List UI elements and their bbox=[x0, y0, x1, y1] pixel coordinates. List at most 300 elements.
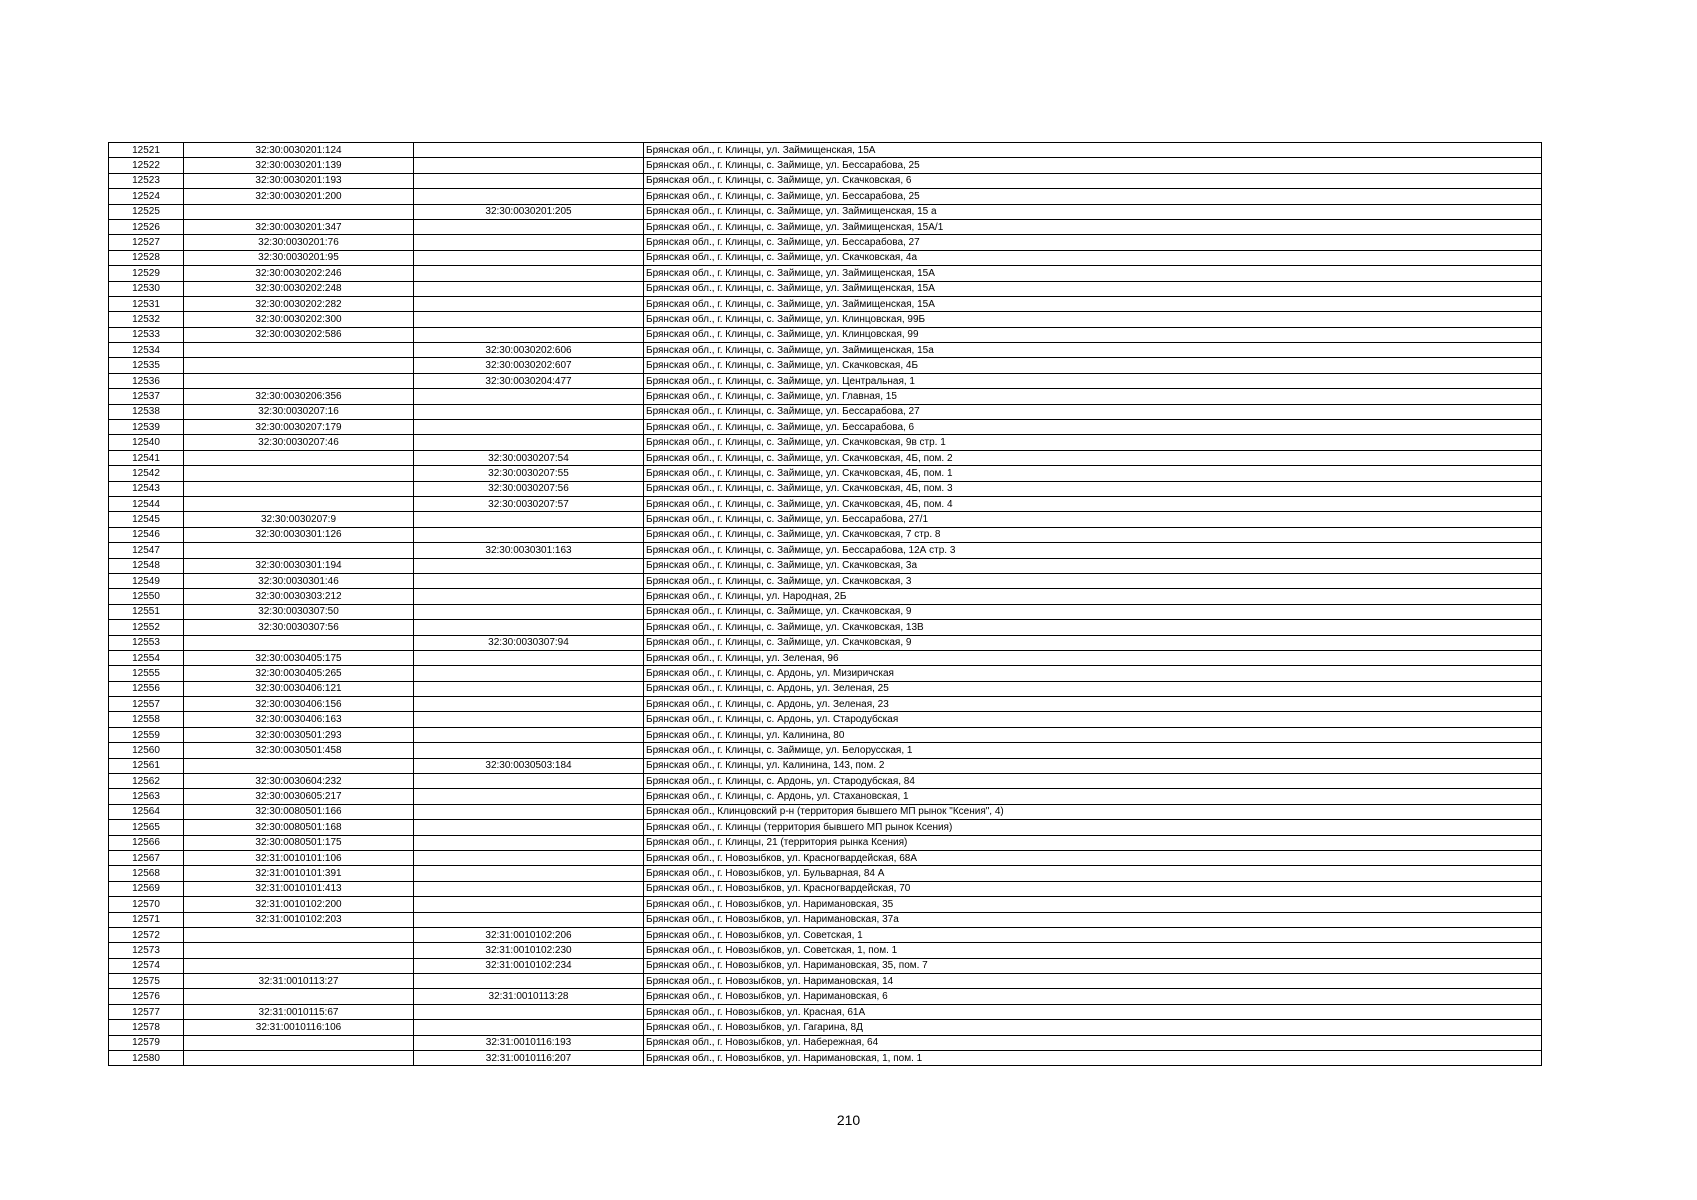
row-number-cell: 12524 bbox=[109, 189, 184, 204]
cadastral-number-cell: 32:30:0030405:265 bbox=[184, 666, 414, 681]
cadastral-number-cell bbox=[184, 466, 414, 481]
cadastral-number-alt-cell bbox=[414, 897, 644, 912]
cadastral-number-alt-cell: 32:30:0030202:606 bbox=[414, 343, 644, 358]
cadastral-number-alt-cell: 32:31:0010102:234 bbox=[414, 958, 644, 973]
cadastral-number-alt-cell: 32:30:0030307:94 bbox=[414, 635, 644, 650]
row-number-cell: 12550 bbox=[109, 589, 184, 604]
table-row bbox=[109, 389, 1542, 404]
table-row bbox=[109, 250, 1542, 265]
table-row bbox=[109, 1004, 1542, 1019]
row-number-cell: 12543 bbox=[109, 481, 184, 496]
address-cell: Брянская обл., г. Новозыбков, ул. Наримановская, 37а bbox=[644, 912, 1542, 927]
address-cell: Брянская обл., г. Клинцы, с. Займище, ул. Скачковская, 4а bbox=[644, 250, 1542, 265]
table-row bbox=[109, 1035, 1542, 1050]
address-cell: Брянская обл., г. Новозыбков, ул. Наримановская, 14 bbox=[644, 974, 1542, 989]
row-number-cell: 12571 bbox=[109, 912, 184, 927]
address-cell: Брянская обл., г. Клинцы, с. Займище, ул. Главная, 15 bbox=[644, 389, 1542, 404]
row-number-cell: 12540 bbox=[109, 435, 184, 450]
cadastral-number-cell: 32:30:0030202:300 bbox=[184, 312, 414, 327]
table-row bbox=[109, 235, 1542, 250]
row-number-cell: 12536 bbox=[109, 373, 184, 388]
cadastral-number-alt-cell bbox=[414, 189, 644, 204]
address-cell: Брянская обл., г. Клинцы, с. Займище, ул. Скачковская, 7 стр. 8 bbox=[644, 527, 1542, 542]
cadastral-number-alt-cell bbox=[414, 420, 644, 435]
table-row bbox=[109, 989, 1542, 1004]
cadastral-number-cell: 32:31:0010113:27 bbox=[184, 974, 414, 989]
table-row bbox=[109, 373, 1542, 388]
cadastral-number-alt-cell bbox=[414, 1004, 644, 1019]
row-number-cell: 12546 bbox=[109, 527, 184, 542]
address-cell: Брянская обл., г. Клинцы, с. Займище, ул. Займищенская, 15А bbox=[644, 281, 1542, 296]
address-cell: Брянская обл., г. Клинцы, с. Займище, ул. Скачковская, 4Б, пом. 4 bbox=[644, 496, 1542, 511]
address-cell: Брянская обл., г. Клинцы, с. Ардонь, ул. Стахановская, 1 bbox=[644, 789, 1542, 804]
table-row bbox=[109, 527, 1542, 542]
cadastral-number-alt-cell bbox=[414, 573, 644, 588]
cadastral-number-alt-cell bbox=[414, 404, 644, 419]
row-number-cell: 12523 bbox=[109, 173, 184, 188]
address-cell: Брянская обл., г. Клинцы, 21 (территория рынка Ксения) bbox=[644, 835, 1542, 850]
cadastral-number-cell: 32:30:0030201:95 bbox=[184, 250, 414, 265]
cadastral-number-cell: 32:30:0030501:458 bbox=[184, 743, 414, 758]
row-number-cell: 12560 bbox=[109, 743, 184, 758]
cadastral-number-cell: 32:30:0080501:168 bbox=[184, 820, 414, 835]
cadastral-number-cell bbox=[184, 373, 414, 388]
cadastral-number-cell: 32:30:0030406:163 bbox=[184, 712, 414, 727]
cadastral-number-cell bbox=[184, 1051, 414, 1066]
row-number-cell: 12527 bbox=[109, 235, 184, 250]
cadastral-number-cell: 32:30:0030301:126 bbox=[184, 527, 414, 542]
row-number-cell: 12578 bbox=[109, 1020, 184, 1035]
table-row bbox=[109, 1051, 1542, 1066]
cadastral-number-alt-cell bbox=[414, 219, 644, 234]
cadastral-number-alt-cell: 32:31:0010102:230 bbox=[414, 943, 644, 958]
row-number-cell: 12561 bbox=[109, 758, 184, 773]
row-number-cell: 12525 bbox=[109, 204, 184, 219]
cadastral-number-cell: 32:31:0010102:203 bbox=[184, 912, 414, 927]
row-number-cell: 12531 bbox=[109, 296, 184, 311]
cadastral-number-cell: 32:31:0010101:413 bbox=[184, 881, 414, 896]
table-row bbox=[109, 266, 1542, 281]
table-row bbox=[109, 927, 1542, 942]
cadastral-number-alt-cell bbox=[414, 512, 644, 527]
address-cell: Брянская обл., г. Новозыбков, ул. Красная, 61А bbox=[644, 1004, 1542, 1019]
row-number-cell: 12532 bbox=[109, 312, 184, 327]
address-cell: Брянская обл., г. Клинцы, с. Займище, ул. Бессарабова, 27/1 bbox=[644, 512, 1542, 527]
address-cell: Брянская обл., г. Клинцы, ул. Народная, 2Б bbox=[644, 589, 1542, 604]
table-row bbox=[109, 974, 1542, 989]
table-row bbox=[109, 743, 1542, 758]
table-row bbox=[109, 543, 1542, 558]
cadastral-number-cell bbox=[184, 496, 414, 511]
row-number-cell: 12575 bbox=[109, 974, 184, 989]
cadastral-number-alt-cell bbox=[414, 866, 644, 881]
table-row bbox=[109, 189, 1542, 204]
address-cell: Брянская обл., г. Клинцы, с. Займище, ул. Бессарабова, 27 bbox=[644, 404, 1542, 419]
cadastral-number-cell: 32:30:0030202:248 bbox=[184, 281, 414, 296]
row-number-cell: 12580 bbox=[109, 1051, 184, 1066]
cadastral-number-cell: 32:30:0030501:293 bbox=[184, 727, 414, 742]
address-cell: Брянская обл., г. Клинцы, с. Займище, ул. Скачковская, 9 bbox=[644, 635, 1542, 650]
table-row bbox=[109, 912, 1542, 927]
row-number-cell: 12547 bbox=[109, 543, 184, 558]
row-number-cell: 12537 bbox=[109, 389, 184, 404]
cadastral-number-cell: 32:30:0030406:121 bbox=[184, 681, 414, 696]
cadastral-number-cell: 32:30:0030201:200 bbox=[184, 189, 414, 204]
table-row bbox=[109, 296, 1542, 311]
cadastral-number-alt-cell bbox=[414, 327, 644, 342]
cadastral-number-alt-cell: 32:30:0030301:163 bbox=[414, 543, 644, 558]
row-number-cell: 12566 bbox=[109, 835, 184, 850]
cadastral-number-alt-cell bbox=[414, 1020, 644, 1035]
table-row bbox=[109, 1020, 1542, 1035]
cadastral-number-cell: 32:30:0030301:46 bbox=[184, 573, 414, 588]
table-row bbox=[109, 450, 1542, 465]
cadastral-number-alt-cell bbox=[414, 727, 644, 742]
table-row bbox=[109, 573, 1542, 588]
cadastral-number-alt-cell bbox=[414, 974, 644, 989]
cadastral-number-alt-cell bbox=[414, 835, 644, 850]
cadastral-number-cell: 32:30:0030207:16 bbox=[184, 404, 414, 419]
cadastral-number-cell: 32:30:0030201:347 bbox=[184, 219, 414, 234]
row-number-cell: 12522 bbox=[109, 158, 184, 173]
cadastral-number-cell bbox=[184, 543, 414, 558]
row-number-cell: 12557 bbox=[109, 697, 184, 712]
table-row bbox=[109, 666, 1542, 681]
table-row bbox=[109, 958, 1542, 973]
address-cell: Брянская обл., г. Клинцы, с. Займище, ул. Скачковская, 4Б, пом. 3 bbox=[644, 481, 1542, 496]
table-row bbox=[109, 620, 1542, 635]
address-cell: Брянская обл., г. Клинцы, с. Займище, ул. Скачковская, 4Б bbox=[644, 358, 1542, 373]
cadastral-number-alt-cell bbox=[414, 650, 644, 665]
row-number-cell: 12526 bbox=[109, 219, 184, 234]
address-cell: Брянская обл., г. Клинцы, с. Займище, ул. Скачковская, 9 bbox=[644, 604, 1542, 619]
row-number-cell: 12529 bbox=[109, 266, 184, 281]
cadastral-number-cell: 32:30:0030201:193 bbox=[184, 173, 414, 188]
row-number-cell: 12538 bbox=[109, 404, 184, 419]
cadastral-number-cell: 32:31:0010116:106 bbox=[184, 1020, 414, 1035]
row-number-cell: 12558 bbox=[109, 712, 184, 727]
table-body bbox=[109, 143, 1542, 1066]
cadastral-number-alt-cell bbox=[414, 527, 644, 542]
row-number-cell: 12539 bbox=[109, 420, 184, 435]
cadastral-number-alt-cell bbox=[414, 281, 644, 296]
cadastral-number-cell: 32:31:0010101:391 bbox=[184, 866, 414, 881]
table-row bbox=[109, 143, 1542, 158]
cadastral-number-cell bbox=[184, 1035, 414, 1050]
cadastral-number-cell bbox=[184, 343, 414, 358]
cadastral-number-alt-cell: 32:30:0030201:205 bbox=[414, 204, 644, 219]
row-number-cell: 12548 bbox=[109, 558, 184, 573]
page-number: 210 bbox=[836, 1112, 861, 1128]
cadastral-number-cell: 32:30:0030202:282 bbox=[184, 296, 414, 311]
cadastral-number-alt-cell bbox=[414, 712, 644, 727]
address-cell: Брянская обл., г. Клинцы, с. Займище, ул. Займищенская, 15а bbox=[644, 343, 1542, 358]
table-row bbox=[109, 604, 1542, 619]
cadastral-number-alt-cell bbox=[414, 250, 644, 265]
cadastral-number-alt-cell: 32:30:0030202:607 bbox=[414, 358, 644, 373]
cadastral-number-alt-cell bbox=[414, 158, 644, 173]
address-cell: Брянская обл., г. Клинцы, с. Займище, ул. Центральная, 1 bbox=[644, 373, 1542, 388]
row-number-cell: 12573 bbox=[109, 943, 184, 958]
cadastral-number-cell: 32:30:0030201:139 bbox=[184, 158, 414, 173]
table-row bbox=[109, 312, 1542, 327]
row-number-cell: 12569 bbox=[109, 881, 184, 896]
cadastral-number-alt-cell: 32:30:0030207:57 bbox=[414, 496, 644, 511]
cadastral-number-cell bbox=[184, 358, 414, 373]
address-cell: Брянская обл., г. Клинцы, с. Займище, ул. Займищенская, 15А bbox=[644, 296, 1542, 311]
cadastral-number-alt-cell bbox=[414, 697, 644, 712]
row-number-cell: 12563 bbox=[109, 789, 184, 804]
table-row bbox=[109, 466, 1542, 481]
row-number-cell: 12545 bbox=[109, 512, 184, 527]
row-number-cell: 12549 bbox=[109, 573, 184, 588]
address-cell: Брянская обл., г. Клинцы, с. Займище, ул. Бессарабова, 25 bbox=[644, 158, 1542, 173]
cadastral-number-alt-cell bbox=[414, 912, 644, 927]
address-cell: Брянская обл., г. Новозыбков, ул. Красногвардейская, 68А bbox=[644, 850, 1542, 865]
cadastral-number-alt-cell bbox=[414, 296, 644, 311]
row-number-cell: 12579 bbox=[109, 1035, 184, 1050]
cadastral-number-alt-cell: 32:30:0030207:54 bbox=[414, 450, 644, 465]
address-cell: Брянская обл., г. Новозыбков, ул. Гагарина, 8Д bbox=[644, 1020, 1542, 1035]
address-cell: Брянская обл., г. Клинцы, с. Займище, ул. Бессарабова, 27 bbox=[644, 235, 1542, 250]
row-number-cell: 12535 bbox=[109, 358, 184, 373]
table-row bbox=[109, 404, 1542, 419]
address-cell: Брянская обл., г. Клинцы, ул. Калинина, 143, пом. 2 bbox=[644, 758, 1542, 773]
cadastral-number-cell: 32:30:0030201:124 bbox=[184, 143, 414, 158]
cadastral-number-alt-cell bbox=[414, 620, 644, 635]
cadastral-number-cell: 32:30:0030406:156 bbox=[184, 697, 414, 712]
cadastral-number-cell bbox=[184, 481, 414, 496]
table-row bbox=[109, 758, 1542, 773]
cadastral-number-alt-cell: 32:31:0010116:193 bbox=[414, 1035, 644, 1050]
cadastral-number-cell: 32:30:0030202:586 bbox=[184, 327, 414, 342]
cadastral-number-alt-cell: 32:30:0030207:56 bbox=[414, 481, 644, 496]
cadastral-number-alt-cell: 32:30:0030503:184 bbox=[414, 758, 644, 773]
address-cell: Брянская обл., г. Клинцы, ул. Займищенская, 15А bbox=[644, 143, 1542, 158]
cadastral-number-alt-cell bbox=[414, 235, 644, 250]
address-cell: Брянская обл., г. Клинцы, с. Займище, ул. Клинцовская, 99Б bbox=[644, 312, 1542, 327]
row-number-cell: 12577 bbox=[109, 1004, 184, 1019]
cadastral-number-cell: 32:31:0010101:106 bbox=[184, 850, 414, 865]
cadastral-number-cell: 32:30:0030201:76 bbox=[184, 235, 414, 250]
address-cell: Брянская обл., г. Клинцы, с. Ардонь, ул. Стародубская bbox=[644, 712, 1542, 727]
address-cell: Брянская обл., г. Новозыбков, ул. Советская, 1 bbox=[644, 927, 1542, 942]
cadastral-number-cell bbox=[184, 927, 414, 942]
table-row bbox=[109, 835, 1542, 850]
table-row bbox=[109, 943, 1542, 958]
cadastral-number-cell: 32:30:0030207:9 bbox=[184, 512, 414, 527]
address-cell: Брянская обл., г. Клинцы, с. Займище, ул. Займищенская, 15 а bbox=[644, 204, 1542, 219]
table-row bbox=[109, 158, 1542, 173]
cadastral-number-alt-cell bbox=[414, 266, 644, 281]
table-row bbox=[109, 850, 1542, 865]
cadastral-number-cell: 32:30:0030301:194 bbox=[184, 558, 414, 573]
address-cell: Брянская обл., г. Клинцы, с. Займище, ул. Скачковская, 9в стр. 1 bbox=[644, 435, 1542, 450]
cadastral-number-cell: 32:30:0030307:56 bbox=[184, 620, 414, 635]
address-cell: Брянская обл., г. Клинцы, с. Ардонь, ул. Зеленая, 25 bbox=[644, 681, 1542, 696]
cadastral-number-cell: 32:30:0030307:50 bbox=[184, 604, 414, 619]
cadastral-number-alt-cell bbox=[414, 435, 644, 450]
address-cell: Брянская обл., г. Клинцы, ул. Калинина, 80 bbox=[644, 727, 1542, 742]
cadastral-number-alt-cell bbox=[414, 804, 644, 819]
cadastral-number-cell bbox=[184, 989, 414, 1004]
address-cell: Брянская обл., г. Клинцы, с. Займище, ул. Бессарабова, 25 bbox=[644, 189, 1542, 204]
table-row bbox=[109, 866, 1542, 881]
cadastral-number-alt-cell: 32:31:0010102:206 bbox=[414, 927, 644, 942]
table-row bbox=[109, 635, 1542, 650]
row-number-cell: 12530 bbox=[109, 281, 184, 296]
table-row bbox=[109, 820, 1542, 835]
address-cell: Брянская обл., г. Новозыбков, ул. Бульварная, 84 А bbox=[644, 866, 1542, 881]
table-row bbox=[109, 774, 1542, 789]
table-row bbox=[109, 219, 1542, 234]
table-row bbox=[109, 204, 1542, 219]
row-number-cell: 12553 bbox=[109, 635, 184, 650]
row-number-cell: 12542 bbox=[109, 466, 184, 481]
cadastral-number-alt-cell bbox=[414, 558, 644, 573]
address-cell: Брянская обл., г. Новозыбков, ул. Советская, 1, пом. 1 bbox=[644, 943, 1542, 958]
cadastral-number-cell: 32:30:0030206:356 bbox=[184, 389, 414, 404]
cadastral-number-alt-cell bbox=[414, 589, 644, 604]
address-cell: Брянская обл., г. Новозыбков, ул. Красногвардейская, 70 bbox=[644, 881, 1542, 896]
address-cell: Брянская обл., г. Клинцы, с. Ардонь, ул. Зеленая, 23 bbox=[644, 697, 1542, 712]
table-row bbox=[109, 727, 1542, 742]
table-row bbox=[109, 420, 1542, 435]
cadastral-number-alt-cell bbox=[414, 850, 644, 865]
table-row bbox=[109, 897, 1542, 912]
table-row bbox=[109, 481, 1542, 496]
property-table bbox=[108, 142, 1542, 1066]
address-cell: Брянская обл., г. Клинцы, с. Ардонь, ул. Мизиричская bbox=[644, 666, 1542, 681]
address-cell: Брянская обл., г. Клинцы, с. Займище, ул. Скачковская, 4Б, пом. 1 bbox=[644, 466, 1542, 481]
cadastral-number-cell bbox=[184, 943, 414, 958]
cadastral-number-alt-cell bbox=[414, 173, 644, 188]
cadastral-number-cell: 32:31:0010115:67 bbox=[184, 1004, 414, 1019]
cadastral-number-alt-cell bbox=[414, 743, 644, 758]
cadastral-number-alt-cell: 32:30:0030207:55 bbox=[414, 466, 644, 481]
row-number-cell: 12541 bbox=[109, 450, 184, 465]
address-cell: Брянская обл., г. Клинцы (территория бывшего МП рынок Ксения) bbox=[644, 820, 1542, 835]
address-cell: Брянская обл., г. Клинцы, с. Займище, ул. Клинцовская, 99 bbox=[644, 327, 1542, 342]
table-row bbox=[109, 512, 1542, 527]
row-number-cell: 12562 bbox=[109, 774, 184, 789]
cadastral-number-cell: 32:30:0030604:232 bbox=[184, 774, 414, 789]
table-row bbox=[109, 650, 1542, 665]
cadastral-number-alt-cell bbox=[414, 604, 644, 619]
row-number-cell: 12574 bbox=[109, 958, 184, 973]
table-row bbox=[109, 712, 1542, 727]
address-cell: Брянская обл., г. Клинцы, с. Займище, ул. Скачковская, 4Б, пом. 2 bbox=[644, 450, 1542, 465]
address-cell: Брянская обл., г. Клинцы, ул. Зеленая, 96 bbox=[644, 650, 1542, 665]
row-number-cell: 12570 bbox=[109, 897, 184, 912]
table-row bbox=[109, 558, 1542, 573]
cadastral-number-alt-cell: 32:30:0030204:477 bbox=[414, 373, 644, 388]
address-cell: Брянская обл., г. Клинцы, с. Займище, ул. Займищенская, 15А bbox=[644, 266, 1542, 281]
cadastral-number-alt-cell bbox=[414, 666, 644, 681]
row-number-cell: 12552 bbox=[109, 620, 184, 635]
row-number-cell: 12576 bbox=[109, 989, 184, 1004]
row-number-cell: 12568 bbox=[109, 866, 184, 881]
address-cell: Брянская обл., г. Клинцы, с. Займище, ул. Скачковская, 6 bbox=[644, 173, 1542, 188]
cadastral-number-cell bbox=[184, 204, 414, 219]
row-number-cell: 12567 bbox=[109, 850, 184, 865]
row-number-cell: 12559 bbox=[109, 727, 184, 742]
table-row bbox=[109, 804, 1542, 819]
address-cell: Брянская обл., г. Клинцы, с. Займище, ул. Скачковская, 3а bbox=[644, 558, 1542, 573]
table-row bbox=[109, 343, 1542, 358]
address-cell: Брянская обл., г. Клинцы, с. Займище, ул. Белорусская, 1 bbox=[644, 743, 1542, 758]
table-row bbox=[109, 435, 1542, 450]
cadastral-number-cell: 32:31:0010102:200 bbox=[184, 897, 414, 912]
cadastral-number-cell: 32:30:0030202:246 bbox=[184, 266, 414, 281]
cadastral-number-cell bbox=[184, 958, 414, 973]
cadastral-number-cell: 32:30:0030605:217 bbox=[184, 789, 414, 804]
row-number-cell: 12556 bbox=[109, 681, 184, 696]
address-cell: Брянская обл., г. Новозыбков, ул. Набережная, 64 bbox=[644, 1035, 1542, 1050]
table-row bbox=[109, 496, 1542, 511]
cadastral-number-cell bbox=[184, 758, 414, 773]
row-number-cell: 12521 bbox=[109, 143, 184, 158]
cadastral-number-alt-cell bbox=[414, 681, 644, 696]
address-cell: Брянская обл., г. Клинцы, с. Ардонь, ул. Стародубская, 84 bbox=[644, 774, 1542, 789]
address-cell: Брянская обл., г. Клинцы, с. Займище, ул. Бессарабова, 12А стр. 3 bbox=[644, 543, 1542, 558]
cadastral-number-cell: 32:30:0030405:175 bbox=[184, 650, 414, 665]
cadastral-number-alt-cell bbox=[414, 389, 644, 404]
cadastral-number-alt-cell: 32:31:0010116:207 bbox=[414, 1051, 644, 1066]
row-number-cell: 12544 bbox=[109, 496, 184, 511]
table-row bbox=[109, 173, 1542, 188]
cadastral-number-cell: 32:30:0030303:212 bbox=[184, 589, 414, 604]
table-row bbox=[109, 589, 1542, 604]
cadastral-number-alt-cell bbox=[414, 789, 644, 804]
table-row bbox=[109, 789, 1542, 804]
address-cell: Брянская обл., г. Клинцы, с. Займище, ул. Скачковская, 3 bbox=[644, 573, 1542, 588]
address-cell: Брянская обл., г. Клинцы, с. Займище, ул. Займищенская, 15А/1 bbox=[644, 219, 1542, 234]
address-cell: Брянская обл., г. Новозыбков, ул. Наримановская, 1, пом. 1 bbox=[644, 1051, 1542, 1066]
row-number-cell: 12528 bbox=[109, 250, 184, 265]
row-number-cell: 12534 bbox=[109, 343, 184, 358]
row-number-cell: 12551 bbox=[109, 604, 184, 619]
cadastral-number-cell: 32:30:0030207:46 bbox=[184, 435, 414, 450]
table-row bbox=[109, 358, 1542, 373]
cadastral-number-alt-cell bbox=[414, 774, 644, 789]
cadastral-number-cell bbox=[184, 635, 414, 650]
table-row bbox=[109, 881, 1542, 896]
address-cell: Брянская обл., г. Новозыбков, ул. Наримановская, 35, пом. 7 bbox=[644, 958, 1542, 973]
table-row bbox=[109, 681, 1542, 696]
address-cell: Брянская обл., Клинцовский р-н (территория бывшего МП рынок "Ксения", 4) bbox=[644, 804, 1542, 819]
address-cell: Брянская обл., г. Клинцы, с. Займище, ул. Скачковская, 13В bbox=[644, 620, 1542, 635]
address-cell: Брянская обл., г. Новозыбков, ул. Наримановская, 35 bbox=[644, 897, 1542, 912]
cadastral-number-alt-cell bbox=[414, 143, 644, 158]
cadastral-number-cell: 32:30:0030207:179 bbox=[184, 420, 414, 435]
address-cell: Брянская обл., г. Новозыбков, ул. Наримановская, 6 bbox=[644, 989, 1542, 1004]
cadastral-number-alt-cell bbox=[414, 312, 644, 327]
table-row bbox=[109, 697, 1542, 712]
row-number-cell: 12555 bbox=[109, 666, 184, 681]
row-number-cell: 12554 bbox=[109, 650, 184, 665]
row-number-cell: 12565 bbox=[109, 820, 184, 835]
cadastral-number-alt-cell bbox=[414, 820, 644, 835]
table-row bbox=[109, 327, 1542, 342]
cadastral-number-cell: 32:30:0080501:166 bbox=[184, 804, 414, 819]
cadastral-number-cell: 32:30:0080501:175 bbox=[184, 835, 414, 850]
table-row bbox=[109, 281, 1542, 296]
row-number-cell: 12564 bbox=[109, 804, 184, 819]
address-cell: Брянская обл., г. Клинцы, с. Займище, ул. Бессарабова, 6 bbox=[644, 420, 1542, 435]
cadastral-number-alt-cell: 32:31:0010113:28 bbox=[414, 989, 644, 1004]
cadastral-number-cell bbox=[184, 450, 414, 465]
